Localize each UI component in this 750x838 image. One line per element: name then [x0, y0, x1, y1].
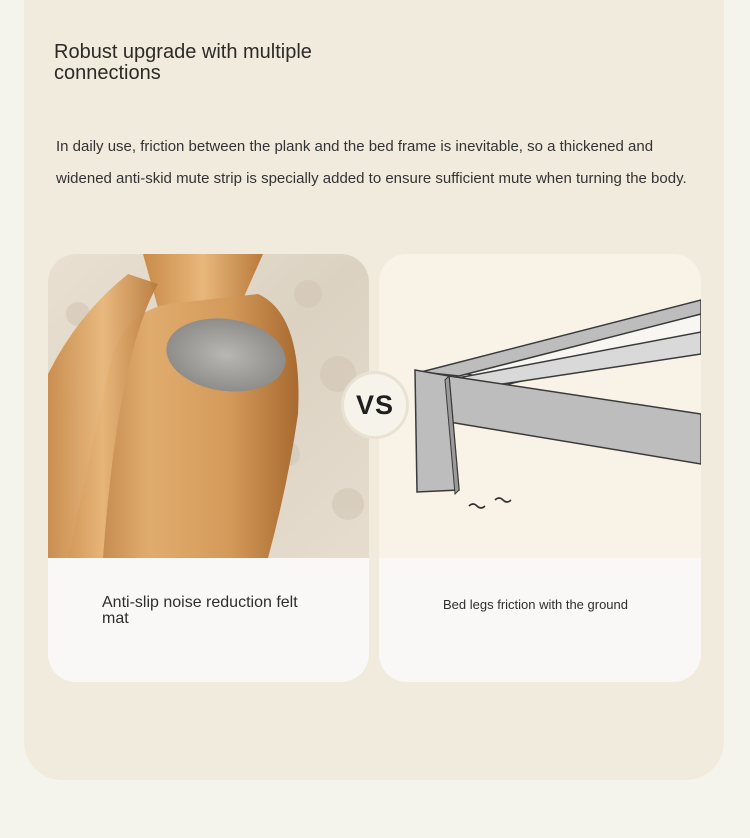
section-description: In daily use, friction between the plank and the bed frame is inevitable, so a thickened and widened anti-skid mute strip is specially added to ensure sufficient mute when turning the body. [56, 138, 687, 187]
section-title: Robust upgrade with multiple connections [54, 41, 312, 84]
felt-mat-caption: Anti-slip noise reduction felt mat [102, 594, 298, 627]
bed-frame-illustration [379, 254, 701, 558]
vs-badge: VS [344, 374, 406, 436]
bed-leg-card [379, 254, 701, 682]
felt-mat-card [48, 254, 369, 682]
felt-mat-photo [48, 254, 369, 558]
bed-leg-caption: Bed legs friction with the ground [443, 597, 628, 612]
